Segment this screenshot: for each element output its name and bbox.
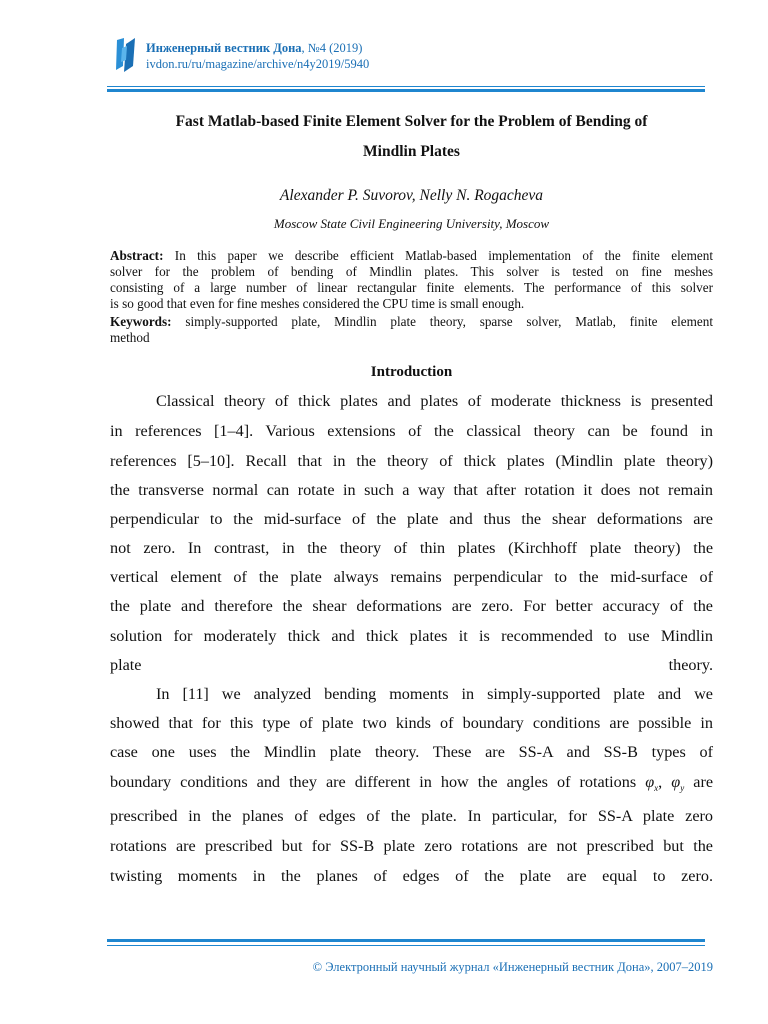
footer-copyright: © Электронный научный журнал «Инженерный вестник Дона», 2007–2019 [312,960,713,974]
body-line: perpendicular to the mid-surface of the plate and thus the shear deformations are [110,510,713,528]
footer-rule-thin [107,945,705,946]
body-line: solution for moderately thick and thick plates it is recommended to use Mindlin [110,627,713,645]
abstract-line: solver for the problem of bending of Mindlin plates. This solver is tested on fine meshes [110,264,713,279]
keywords-line: Keywords: simply-supported plate, Mindlin plate theory, sparse solver, Matlab, finite element [110,314,713,329]
journal-name: Инженерный вестник Дона [146,41,302,55]
body-line: references [5–10]. Recall that in the theory of thick plates (Mindlin plate theory) [110,452,713,470]
phi-x-symbol: $\varphi_x$ [645,773,659,794]
body-line: showed that for this type of plate two kinds of boundary conditions are possible in [110,714,713,732]
keywords-line: method [110,330,150,345]
article-url[interactable]: ivdon.ru/ru/magazine/archive/n4y2019/5940 [146,57,370,71]
body-line: in references [1–4]. Various extensions of the classical theory can be found in [110,422,713,440]
section-heading-introduction: Introduction [370,364,453,380]
body-line: Classical theory of thick plates and plates of moderate thickness is presented [156,392,713,410]
abstract-line: consisting of a large number of linear rectangular finite elements. The performance of this solver [110,280,713,295]
journal-title [146,40,362,56]
body-line: the transverse normal can rotate in such a way that after rotation it does not remain [110,481,713,499]
body-line: plate theory. [110,656,713,674]
footer-rule-thick [107,939,705,942]
journal-issue: , №4 (2019) [301,41,363,55]
paper-title-line-2: Mindlin Plates [363,143,460,160]
body-line: vertical element of the plate always remains perpendicular to the mid-surface of [110,568,713,586]
header-rule-thin [107,86,705,87]
abstract-label: Abstract: [110,248,164,263]
paper-affiliation: Moscow State Civil Engineering University, Moscow [273,216,550,231]
body-line: twisting moments in the planes of edges of the plate are equal to zero. [110,867,713,885]
header-rule-thick [107,89,705,92]
abstract-line: Abstract: In this paper we describe efficient Matlab-based implementation of the finite element [110,248,713,263]
body-line: not zero. In contrast, in the theory of thin plates (Kirchhoff plate theory) the [110,539,713,557]
body-line: prescribed in the planes of edges of the plate. In particular, for SS-A plate zero [110,807,713,825]
abstract-line: is so good that even for fine meshes considered the CPU time is small enough. [110,296,525,311]
phi-y-symbol: $\varphi_y$ [671,773,685,794]
body-line: the plate and therefore the shear deformations are zero. For better accuracy of the [110,597,713,615]
body-line: rotations are prescribed but for SS-B plate zero rotations are not prescribed but the [110,837,713,855]
journal-logo [111,36,138,74]
body-line: In [11] we analyzed bending moments in simply-supported plate and we [156,685,713,703]
paper-title-line-1: Fast Matlab-based Finite Element Solver for the Problem of Bending of [175,113,648,130]
keywords-label: Keywords: [110,314,172,329]
body-line: case one uses the Mindlin plate theory. These are SS-A and SS-B types of [110,743,713,761]
body-line: boundary conditions and they are different in how the angles of rotations $\varphi_x$, $\varphi_y$ are [110,773,714,794]
paper-authors: Alexander P. Suvorov, Nelly N. Rogacheva [279,187,544,204]
